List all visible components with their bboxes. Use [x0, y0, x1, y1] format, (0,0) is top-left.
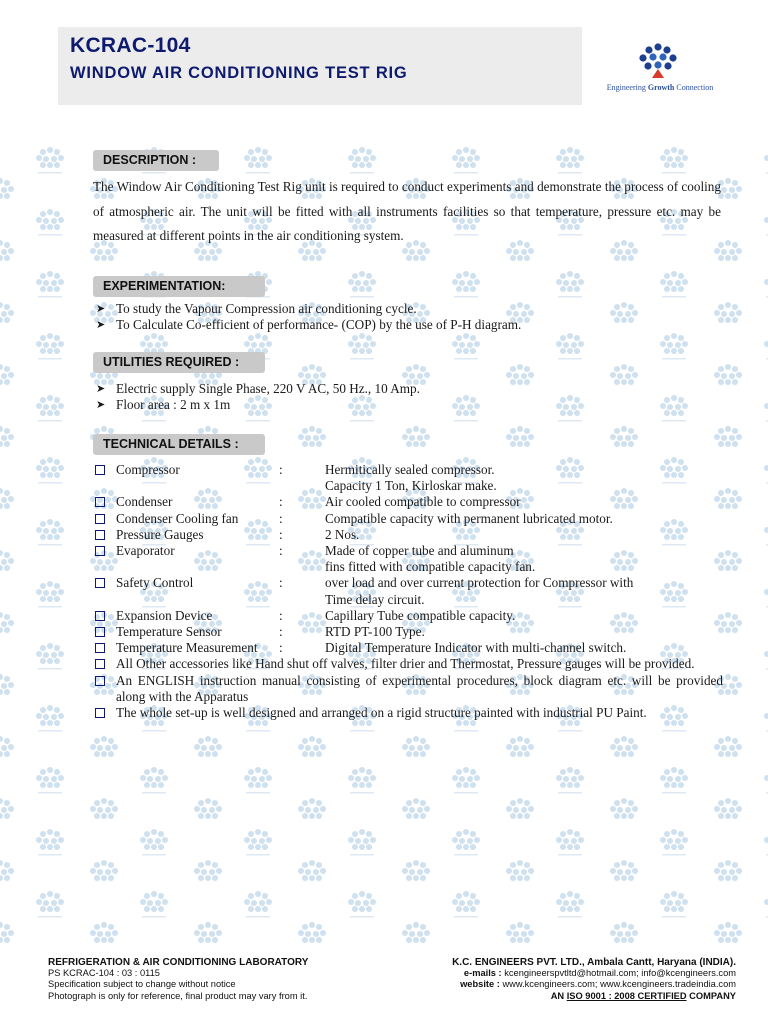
list-item: ➤ Floor area : 2 m x 1m — [96, 397, 231, 412]
spec-item: Condenser Cooling fan : Compatible capacity with permanent lubricated motor. — [93, 511, 723, 527]
spec-item: Pressure Gauges : 2 Nos. — [93, 527, 723, 543]
list-item: ➤ To study the Vapour Compression air conditioning cycle. — [96, 301, 417, 316]
note-item: An ENGLISH instruction manual consisting of experimental procedures, block diagram etc. will be provided along with the Apparatus — [93, 673, 723, 705]
arrow-bullet-icon: ➤ — [96, 303, 106, 315]
logo-tagline: Engineering Growth Connection — [606, 83, 714, 92]
kc-logo-icon — [638, 42, 678, 80]
checkbox-bullet-icon — [95, 627, 105, 637]
checkbox-bullet-icon — [95, 546, 105, 556]
experimentation-list — [93, 301, 723, 333]
list-item: ➤ To Calculate Co-efficient of performance- (COP) by the use of P-H diagram. — [96, 317, 522, 332]
spec-note: Specification subject to change without notice — [48, 979, 236, 990]
note-item: The whole set-up is well designed and arranged on a rigid structure painted with industrial PU Paint. — [93, 705, 723, 721]
company-logo — [582, 27, 734, 105]
ps-code: PS KCRAC-104 : 03 : 0115 — [48, 968, 160, 979]
experimentation-heading: EXPERIMENTATION: — [93, 276, 265, 297]
checkbox-bullet-icon — [95, 514, 105, 524]
checkbox-bullet-icon — [95, 497, 105, 507]
checkbox-bullet-icon — [95, 643, 105, 653]
utilities-heading: UTILITIES REQUIRED : — [93, 352, 265, 373]
spec-item: Compressor : Hermitically sealed compressor. Capacity 1 Ton, Kirloskar make. — [93, 462, 723, 494]
spec-item: Safety Control : over load and over current protection for Compressor with Time delay circuit. — [93, 575, 723, 607]
utilities-list — [93, 381, 723, 413]
photo-note: Photograph is only for reference, final product may vary from it. — [48, 990, 308, 1001]
checkbox-bullet-icon — [95, 659, 105, 669]
checkbox-bullet-icon — [95, 611, 105, 621]
footer-left — [48, 957, 308, 1002]
checkbox-bullet-icon — [95, 530, 105, 540]
spec-item: Temperature Sensor : RTD PT-100 Type. — [93, 624, 723, 640]
technical-spec-list — [93, 462, 723, 721]
spec-item: Evaporator : Made of copper tube and aluminum fins fitted with compatible capacity fan. — [93, 543, 723, 575]
iso-line: AN ISO 9001 : 2008 CERTIFIED COMPANY — [550, 990, 736, 1001]
note-item: All Other accessories like Hand shut off valves, filter drier and Thermostat, Pressure gauges will be provided. — [93, 656, 723, 672]
product-title: WINDOW AIR CONDITIONING TEST RIG — [70, 64, 408, 82]
description-text: The Window Air Conditioning Test Rig unit is required to conduct experiments and demonstrate the process of cooling of atmospheric air. The unit will be fitted with all instruments facilities so that temperature, pressure etc. may be measured at different points in the air conditioning system. — [93, 179, 721, 243]
header-banner — [58, 27, 734, 105]
checkbox-bullet-icon — [95, 708, 105, 718]
arrow-bullet-icon: ➤ — [96, 383, 106, 395]
company-name: K.C. ENGINEERS PVT. LTD., Ambala Cantt, Haryana (INDIA). — [452, 957, 736, 968]
emails-line: e-mails : kcengineerspvtltd@hotmail.com; info@kcengineers.com — [463, 968, 736, 979]
website-line: website : www.kcengineers.com; www.kcengineers.tradeindia.com — [460, 979, 736, 990]
product-code: KCRAC-104 — [70, 34, 191, 57]
checkbox-bullet-icon — [95, 465, 105, 475]
spec-item: Condenser : Air cooled compatible to compressor — [93, 494, 723, 510]
checkbox-bullet-icon — [95, 578, 105, 588]
technical-heading: TECHNICAL DETAILS : — [93, 434, 265, 455]
arrow-bullet-icon: ➤ — [96, 399, 106, 411]
checkbox-bullet-icon — [95, 676, 105, 686]
description-heading: DESCRIPTION : — [93, 150, 219, 171]
lab-name: REFRIGERATION & AIR CONDITIONING LABORATORY — [48, 957, 309, 968]
arrow-bullet-icon: ➤ — [96, 319, 106, 331]
spec-item: Expansion Device : Capillary Tube compatible capacity. — [93, 608, 723, 624]
spec-item: Temperature Measurement : Digital Temperature Indicator with multi-channel switch. — [93, 640, 723, 656]
list-item: ➤ Electric supply Single Phase, 220 V AC, 50 Hz., 10 Amp. — [96, 381, 420, 396]
footer-right — [452, 957, 736, 1002]
